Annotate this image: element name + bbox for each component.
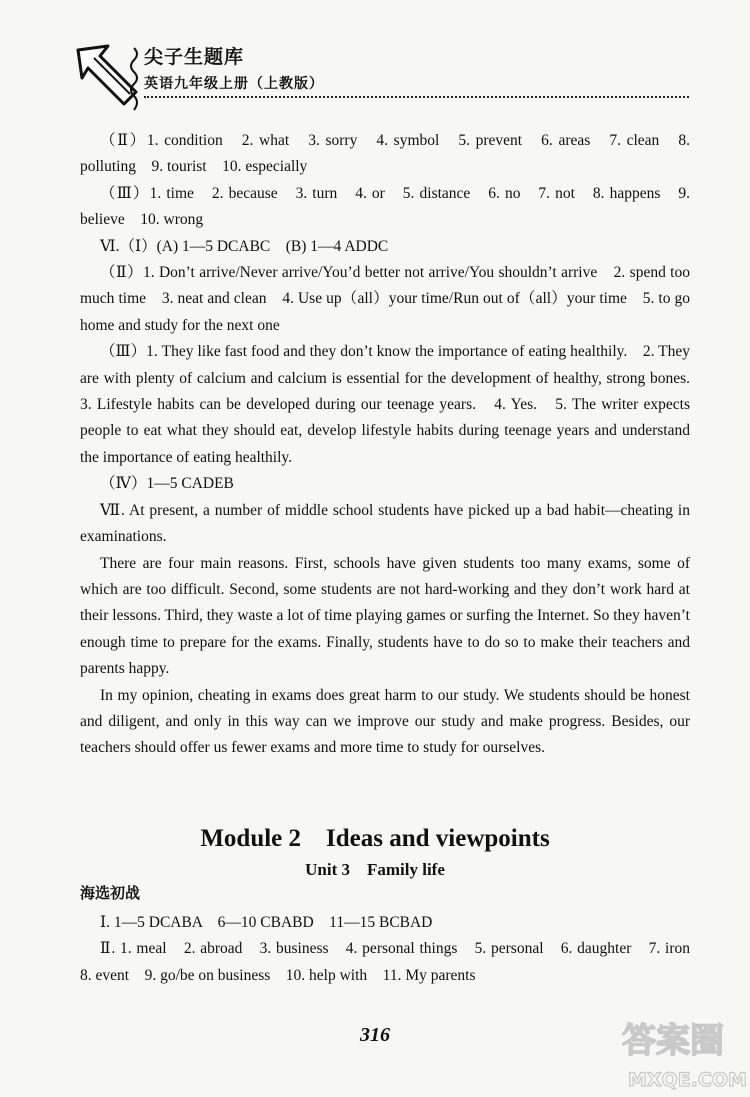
essay-paragraph: There are four main reasons. First, schools have given students too many exams, some of which are too difficult. Second, some students are not hard-working and they don’t work hard at their lessons. Third, they waste a lot of time playing games or surfing the Internet. So they haven’t enough time to prepare for the exams. Finally, students have to do so to make their teachers and parents happy. — [80, 554, 690, 678]
answer-paragraph: （Ⅲ）1. They like fast food and they don’t know the importance of eating healthily. 2. They are with plenty of calcium and calcium is essential for the development of healthy, strong bones. 3. Lifestyle habits can be developed during our teenage years. 4. Yes. 5. The writer expects people to eat what they should eat, develop lifestyle habits during teenage years and understand the importance of eating healthily. — [80, 343, 706, 466]
book-header — [74, 40, 694, 120]
header-divider — [144, 96, 689, 98]
watermark-text: 答案圈 — [622, 1021, 724, 1061]
module-title: Module 2 Ideas and viewpoints — [200, 825, 550, 852]
section-label: 海选初战 — [80, 884, 141, 902]
answer-paragraph: （Ⅲ）1. time 2. because 3. turn 4. or 5. distance 6. no 7. not 8. happens 9. believe 10. wrong — [80, 184, 690, 229]
answer-paragraph: （Ⅳ）1—5 CADEB — [100, 475, 234, 493]
arrow-logo-icon — [74, 44, 144, 116]
essay-paragraph: Ⅶ. At present, a number of middle school students have picked up a bad habit—cheating in examinations. — [80, 501, 690, 546]
essay-paragraph: In my opinion, cheating in exams does great harm to our study. We students should be honest and diligent, and only in this way can we improve our study and make progress. Besides, our teachers should offer us fewer exams and more time to study for ourselves. — [80, 686, 690, 757]
unit-title: Unit 3 Family life — [305, 860, 445, 879]
answer-paragraph: （Ⅱ）1. condition 2. what 3. sorry 4. symbol 5. prevent 6. areas 7. clean 8. polluting 9. tourist 10. especially — [80, 132, 690, 176]
answer-paragraph: Ⅱ. 1. meal 2. abroad 3. business 4. personal things 5. personal 6. daughter 7. iron 8. event 9. go/be on business 10. help with 11. My parents — [80, 940, 706, 984]
answer-content — [80, 128, 706, 762]
answer-paragraph: Ⅵ.（Ⅰ）(A) 1—5 DCABC (B) 1—4 ADDC — [100, 237, 389, 255]
page-number: 316 — [360, 1024, 390, 1046]
book-title: 尖子生题库 — [144, 46, 245, 68]
watermark-logo — [618, 1012, 748, 1094]
unit-answer-content — [80, 910, 706, 989]
book-subtitle: 英语九年级上册（上教版） — [144, 76, 324, 92]
watermark-url: MXQE.COM — [628, 1069, 747, 1091]
answer-paragraph: Ⅰ. 1—5 DCABA 6—10 CBABD 11—15 BCBAD — [100, 914, 433, 931]
answer-paragraph: （Ⅱ）1. Don’t arrive/Never arrive/You’d better not arrive/You shouldn’t arrive 2. spend too much time 3. neat and clean 4. Use up（all）your time/Run out of（all）your time 5. to go home and study for the next one — [80, 264, 690, 334]
